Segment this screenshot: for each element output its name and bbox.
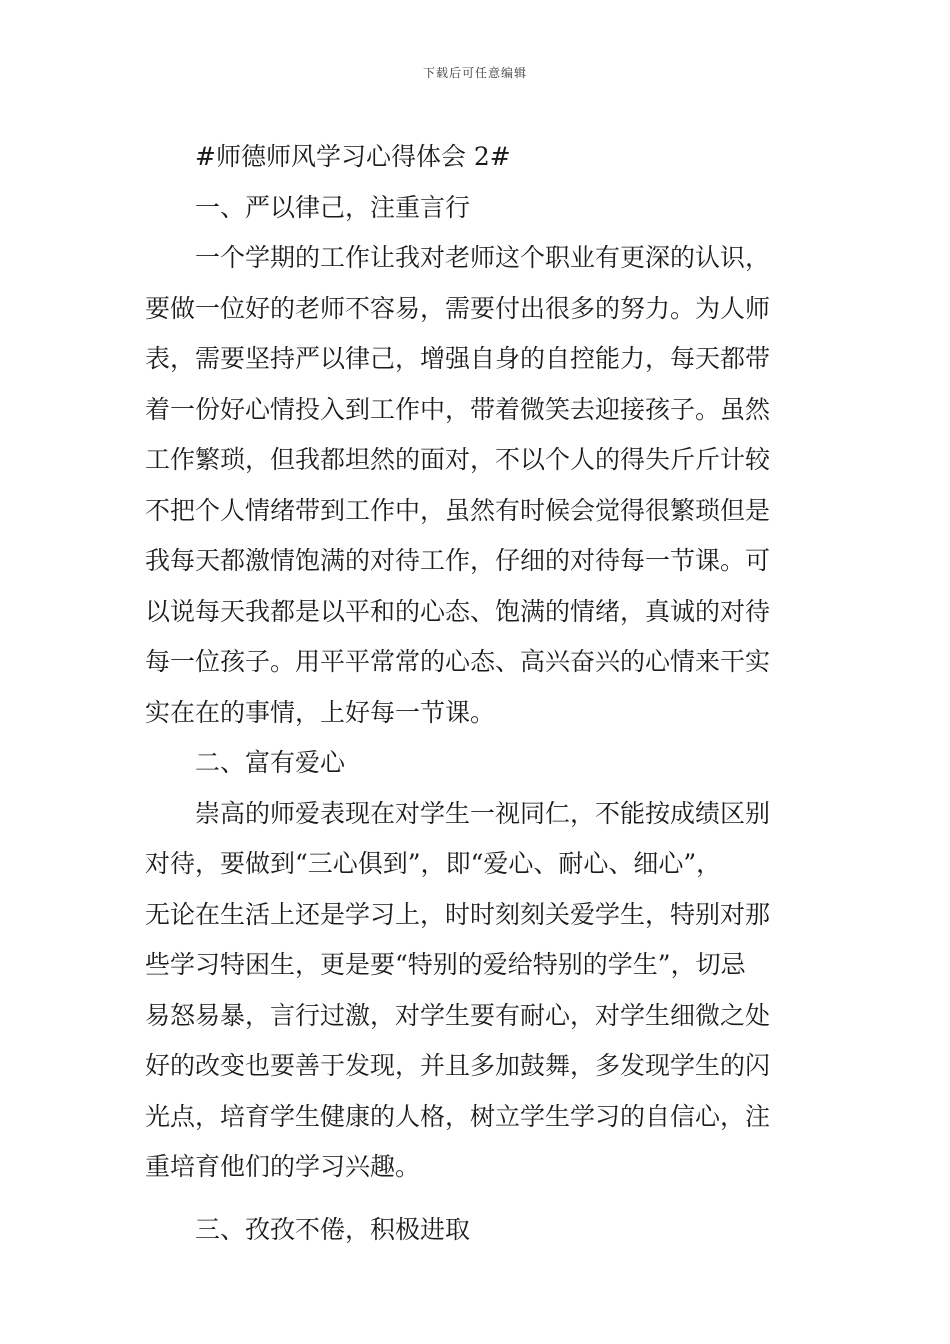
paragraph-line: 光点，培育学生健康的人格，树立学生学习的自信心，注 (145, 1101, 771, 1131)
paragraph-line: 要做一位好的老师不容易，需要付出很多的努力。为人师 (145, 293, 771, 323)
paragraph-line: 实在在的事情，上好每一节课。 (145, 697, 496, 727)
paragraph-line: 我每天都激情饱满的对待工作，仔细的对待每一节课。可 (145, 546, 771, 575)
paragraph-line: 表，需要坚持严以律己，增强自身的自控能力，每天都带 (145, 344, 771, 373)
header-note: 下载后可任意编辑 (422, 66, 527, 80)
paragraph-line: 好的改变也要善于发现，并且多加鼓舞，多发现学生的闪 (145, 1051, 771, 1080)
section-heading-1: 一、严以律己，注重言行 (195, 192, 471, 222)
paragraph-line: 崇高的师爱表现在对学生一视同仁，不能按成绩区别 (195, 798, 771, 828)
paragraph-line: 以说每天我都是以平和的心态、饱满的情绪，真诚的对待 (145, 596, 771, 626)
paragraph-line: 一个学期的工作让我对老师这个职业有更深的认识， (195, 243, 771, 272)
paragraph-line: 无论在生活上还是学习上，时时刻刻关爱学生，特别对那 (145, 899, 771, 929)
paragraph-line: 工作繁琐，但我都坦然的面对，不以个人的得失斤斤计较 (145, 445, 771, 474)
paragraph-line: 些学习特困生，更是要“特别的爱给特别的学生”，切忌 (145, 950, 746, 979)
section-heading-3: 三、孜孜不倦，积极进取 (195, 1214, 471, 1244)
document-title: #师德师风学习心得体会 2# (195, 142, 511, 171)
paragraph-line: 重培育他们的学习兴趣。 (145, 1152, 421, 1181)
paragraph-line: 每一位孩子。用平平常常的心态、高兴奋兴的心情来干实 (145, 647, 771, 676)
section-heading-2: 二、富有爱心 (195, 748, 346, 777)
paragraph-line: 不把个人情绪带到工作中，虽然有时候会觉得很繁琐但是 (145, 495, 771, 525)
paragraph-line: 对待，要做到“三心俱到”，即“爱心、耐心、细心”， (145, 849, 722, 878)
document-body (145, 132, 807, 1255)
paragraph-line: 易怒易暴，言行过激，对学生要有耐心，对学生细微之处 (145, 1000, 771, 1030)
paragraph-line: 着一份好心情投入到工作中，带着微笑去迎接孩子。虽然 (145, 394, 771, 424)
